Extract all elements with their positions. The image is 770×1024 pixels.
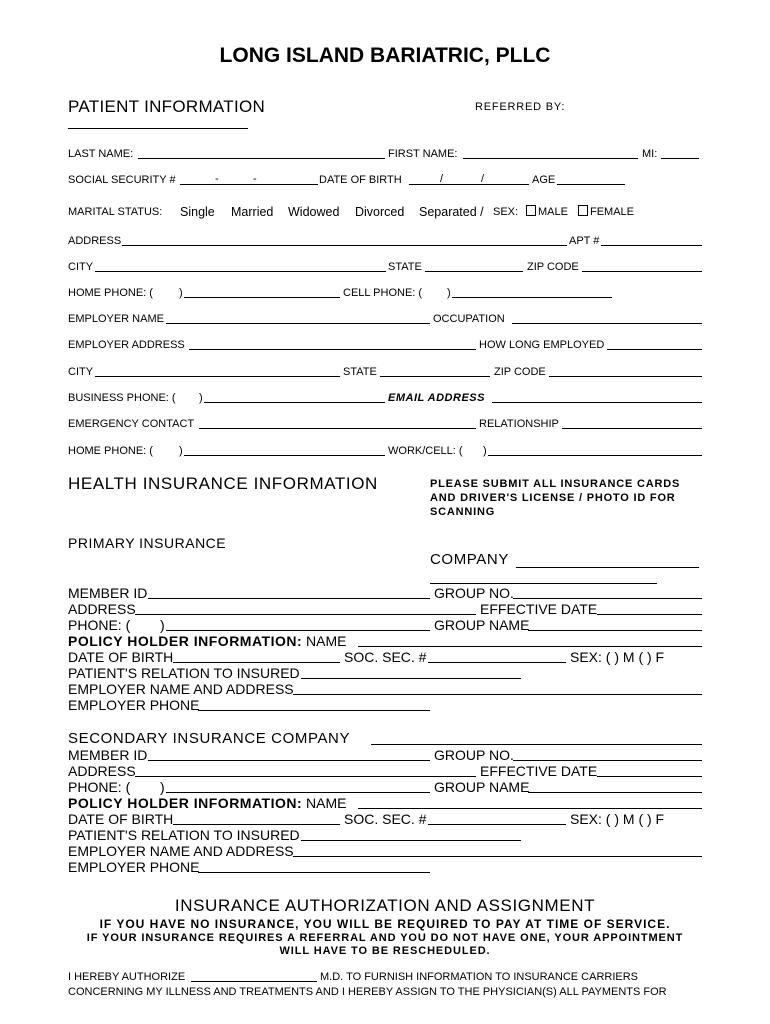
dob-slash-2: / (481, 173, 485, 185)
primary-group-name-label: GROUP NAME (434, 617, 530, 633)
referred-by-field[interactable] (68, 128, 248, 129)
employer-zip-field[interactable] (549, 376, 702, 377)
primary-member-id-field[interactable] (148, 598, 430, 599)
secondary-employer-label: EMPLOYER NAME AND ADDRESS (68, 843, 294, 859)
female-checkbox[interactable] (578, 205, 588, 216)
zip-label: ZIP CODE (527, 261, 579, 273)
first-name-field[interactable] (463, 158, 638, 159)
secondary-phone-paren: ) (160, 779, 165, 795)
primary-address-label: ADDRESS (68, 601, 136, 617)
primary-dob-field[interactable] (173, 662, 340, 663)
apt-label: APT # (569, 235, 600, 247)
primary-policy-holder-row (68, 633, 347, 649)
female-label: FEMALE (590, 206, 635, 218)
city-field[interactable] (95, 271, 386, 272)
employer-name-label: EMPLOYER NAME (68, 313, 164, 325)
home-phone-paren: ) (179, 287, 183, 299)
authorization-line-2: IF YOUR INSURANCE REQUIRES A REFERRAL AND YOU DO NOT HAVE ONE, YOUR APPOINTMENT (86, 932, 684, 944)
insurance-section-title: HEALTH INSURANCE INFORMATION (68, 474, 378, 493)
secondary-insurance-title: SECONDARY INSURANCE COMPANY (68, 730, 351, 747)
secondary-employer-phone-label: EMPLOYER PHONE (68, 859, 200, 875)
home-phone-field[interactable] (184, 297, 340, 298)
emergency-home-phone-label: HOME PHONE: ( (68, 445, 153, 457)
primary-employer-label: EMPLOYER NAME AND ADDRESS (68, 681, 294, 697)
primary-effective-date-label: EFFECTIVE DATE (480, 601, 598, 617)
insurance-note-line-2: AND DRIVER'S LICENSE / PHOTO ID FOR (430, 492, 676, 504)
apt-field[interactable] (601, 245, 702, 246)
emergency-home-phone-field[interactable] (184, 455, 385, 456)
address-label: ADDRESS (68, 235, 122, 247)
address-field[interactable] (122, 245, 567, 246)
primary-company-label: COMPANY (430, 551, 509, 568)
primary-insurance-title: PRIMARY INSURANCE (68, 535, 227, 551)
marital-option-single[interactable]: Single (180, 205, 215, 219)
secondary-name-label: NAME (306, 795, 347, 811)
secondary-relation-label: PATIENT'S RELATION TO INSURED (68, 827, 300, 843)
employer-address-label: EMPLOYER ADDRESS (68, 339, 185, 351)
secondary-phone-label: PHONE: ( (68, 779, 131, 795)
marital-option-married[interactable]: Married (231, 205, 274, 219)
mi-field[interactable] (661, 158, 699, 159)
primary-employer-phone-field[interactable] (198, 710, 430, 711)
secondary-dob-field[interactable] (173, 824, 340, 825)
email-field[interactable] (492, 402, 702, 403)
work-cell-label: WORK/CELL: ( (388, 445, 463, 457)
occupation-label: OCCUPATION (433, 313, 505, 325)
secondary-address-label: ADDRESS (68, 763, 136, 779)
secondary-group-no-field[interactable] (513, 760, 702, 761)
primary-address-field[interactable] (135, 614, 476, 615)
how-long-label: HOW LONG EMPLOYED (479, 339, 605, 351)
primary-soc-sec-field[interactable] (428, 662, 566, 663)
primary-phone-field[interactable] (166, 630, 430, 631)
secondary-policy-holder-row (68, 795, 347, 811)
female-option[interactable] (578, 205, 634, 218)
insurance-note-line-1: PLEASE SUBMIT ALL INSURANCE CARDS (430, 478, 681, 490)
cell-phone-label: CELL PHONE: ( (343, 287, 423, 299)
employer-name-field[interactable] (166, 323, 430, 324)
cell-phone-paren: ) (447, 287, 451, 299)
primary-company-field-2[interactable] (430, 583, 657, 584)
male-label: MALE (538, 206, 568, 218)
primary-phone-label: PHONE: ( (68, 617, 131, 633)
secondary-employer-field[interactable] (293, 856, 702, 857)
page-title: LONG ISLAND BARIATRIC, PLLC (219, 44, 551, 67)
city-label: CITY (68, 261, 94, 273)
secondary-relation-field[interactable] (301, 840, 521, 841)
last-name-label: LAST NAME: (68, 148, 134, 160)
secondary-effective-date-label: EFFECTIVE DATE (480, 763, 598, 779)
relationship-field[interactable] (562, 428, 702, 429)
age-field[interactable] (557, 184, 625, 185)
male-option[interactable] (526, 205, 568, 218)
state-field[interactable] (425, 271, 523, 272)
primary-group-no-label: GROUP NO. (434, 585, 514, 601)
secondary-address-field[interactable] (135, 776, 476, 777)
work-cell-field[interactable] (488, 455, 702, 456)
secondary-effective-date-field[interactable] (597, 776, 702, 777)
primary-effective-date-field[interactable] (597, 614, 702, 615)
secondary-employer-phone-field[interactable] (198, 872, 430, 873)
primary-member-id-label: MEMBER ID (68, 585, 148, 601)
marital-option-separated[interactable]: Separated / (419, 205, 484, 219)
marital-status-label: MARITAL STATUS: (68, 206, 163, 218)
insurance-note-line-3: SCANNING (430, 506, 496, 518)
emergency-contact-field[interactable] (199, 428, 476, 429)
employer-address-field[interactable] (189, 349, 476, 350)
secondary-soc-sec-field[interactable] (428, 824, 566, 825)
male-checkbox[interactable] (526, 205, 536, 216)
secondary-member-id-field[interactable] (148, 760, 430, 761)
primary-sex-options[interactable]: SEX: ( ) M ( ) F (570, 649, 665, 665)
relationship-label: RELATIONSHIP (479, 418, 559, 430)
marital-option-widowed[interactable]: Widowed (288, 205, 340, 219)
ssn-label: SOCIAL SECURITY # (68, 174, 176, 186)
referred-by-label: REFERRED BY: (475, 101, 566, 113)
authorize-label: I HEREBY AUTHORIZE (68, 971, 186, 983)
primary-phone-paren: ) (160, 617, 165, 633)
primary-company-field[interactable] (516, 567, 699, 568)
secondary-sex-options[interactable]: SEX: ( ) M ( ) F (570, 811, 665, 827)
secondary-group-no-label: GROUP NO. (434, 747, 514, 763)
secondary-group-name-field[interactable] (528, 792, 702, 793)
employer-city-label: CITY (68, 366, 94, 378)
primary-policy-holder-label: POLICY HOLDER INFORMATION: (68, 633, 303, 649)
primary-name-label: NAME (306, 633, 347, 649)
dob-label: DATE OF BIRTH (319, 174, 402, 186)
authorize-md-text: M.D. TO FURNISH INFORMATION TO INSURANCE CARRIERS (320, 971, 639, 983)
ssn-dash-1: - (215, 173, 219, 185)
authorize-physician-field[interactable] (191, 981, 317, 982)
mi-label: MI: (642, 148, 658, 160)
secondary-soc-sec-label: SOC. SEC. # (344, 811, 427, 827)
business-phone-paren: ) (199, 392, 203, 404)
how-long-field[interactable] (607, 349, 702, 350)
authorization-title: INSURANCE AUTHORIZATION AND ASSIGNMENT (174, 896, 596, 915)
secondary-phone-field[interactable] (166, 792, 430, 793)
business-phone-label: BUSINESS PHONE: ( (68, 392, 176, 404)
marital-option-divorced[interactable]: Divorced (355, 205, 405, 219)
employer-state-field[interactable] (380, 376, 490, 377)
first-name-label: FIRST NAME: (388, 148, 458, 160)
primary-dob-label: DATE OF BIRTH (68, 649, 174, 665)
authorize-concerning-text: CONCERNING MY ILLNESS AND TREATMENTS AND I HEREBY ASSIGN TO THE PHYSICIAN(S) ALL PAYMENTS FOR (68, 986, 667, 998)
emergency-contact-label: EMERGENCY CONTACT (68, 418, 195, 430)
business-phone-field[interactable] (204, 402, 385, 403)
secondary-member-id-label: MEMBER ID (68, 747, 148, 763)
zip-field[interactable] (582, 271, 702, 272)
patient-section-title: PATIENT INFORMATION (68, 97, 266, 116)
cell-phone-field[interactable] (452, 297, 612, 298)
primary-employer-field[interactable] (293, 694, 702, 695)
secondary-policy-holder-label: POLICY HOLDER INFORMATION: (68, 795, 303, 811)
emergency-home-phone-paren: ) (179, 445, 183, 457)
primary-group-name-field[interactable] (528, 630, 702, 631)
employer-city-field[interactable] (95, 376, 340, 377)
home-phone-label: HOME PHONE: ( (68, 287, 153, 299)
ssn-dash-2: - (253, 173, 257, 185)
work-cell-paren: ) (483, 445, 487, 457)
occupation-field[interactable] (512, 323, 702, 324)
dob-field[interactable] (409, 184, 529, 185)
secondary-company-field[interactable] (371, 744, 702, 745)
primary-soc-sec-label: SOC. SEC. # (344, 649, 427, 665)
primary-relation-label: PATIENT'S RELATION TO INSURED (68, 665, 300, 681)
last-name-field[interactable] (138, 158, 385, 159)
secondary-policy-holder-name-field[interactable] (358, 808, 702, 809)
ssn-field[interactable] (180, 184, 318, 185)
primary-relation-field[interactable] (301, 678, 521, 679)
employer-state-label: STATE (343, 366, 377, 378)
dob-slash-1: / (440, 173, 444, 185)
sex-label: SEX: (493, 206, 519, 218)
authorization-line-3: WILL HAVE TO BE RESCHEDULED. (279, 945, 491, 957)
secondary-group-name-label: GROUP NAME (434, 779, 530, 795)
secondary-dob-label: DATE OF BIRTH (68, 811, 174, 827)
email-label: EMAIL ADDRESS (388, 392, 485, 404)
primary-policy-holder-name-field[interactable] (358, 646, 702, 647)
authorization-line-1: IF YOU HAVE NO INSURANCE, YOU WILL BE REQUIRED TO PAY AT TIME OF SERVICE. (99, 917, 671, 931)
primary-group-no-field[interactable] (513, 598, 702, 599)
age-label: AGE (532, 174, 556, 186)
employer-zip-label: ZIP CODE (494, 366, 546, 378)
state-label: STATE (388, 261, 422, 273)
primary-employer-phone-label: EMPLOYER PHONE (68, 697, 200, 713)
